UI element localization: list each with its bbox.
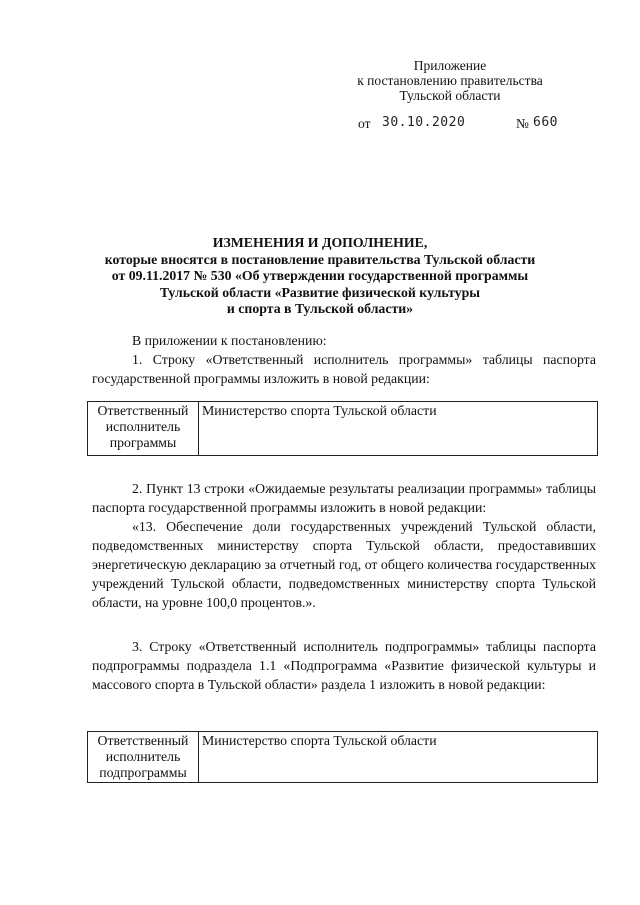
table-row	[88, 732, 598, 783]
title-line-5: и спорта в Тульской области»	[226, 301, 414, 316]
item-3-paragraph: 3. Строку «Ответственный исполнитель подпрограммы» таблицы паспорта подпрограммы подраздела 1.1 «Подпрограмма «Развитие физической культуры и массового спорта в Тульской области» раздела 1 изложить в новой редакции:	[92, 639, 596, 692]
header-line-1: Приложение	[413, 58, 487, 73]
decree-number: 660	[533, 115, 558, 130]
number-prefix: №	[516, 116, 529, 131]
item-2-paragraph: 2. Пункт 13 строки «Ожидаемые результаты реализации программы» таблицы паспорта государственной программы изложить в новой редакции:	[92, 481, 596, 515]
header-line-3: Тульской области	[399, 88, 501, 103]
decree-date: 30.10.2020	[382, 115, 466, 130]
item-1-paragraph: 1. Строку «Ответственный исполнитель программы» таблицы паспорта государственной программы изложить в новой редакции:	[92, 352, 596, 386]
intro-paragraph: В приложении к постановлению:	[132, 333, 327, 348]
title-line-2: которые вносятся в постановление правительства Тульской области	[104, 251, 536, 267]
table-label-cell: Ответственный исполнитель подпрограммы	[88, 732, 199, 783]
table-responsible-subprogram	[87, 731, 598, 783]
date-prefix: от	[358, 116, 371, 131]
item-2-quote: «13. Обеспечение доли государственных учреждений Тульской области, подведомственных министерству спорта Тульской области, предоставивших энергетическую декларацию за отчетный год, от общего количества государственных учреждений Тульской области, подведомственных министерству спорта Тульской области, на уровне 100,0 процентов.».	[92, 519, 596, 610]
table-responsible-program	[87, 401, 598, 456]
title-line-4: Тульской области «Развитие физической культуры	[159, 284, 481, 300]
title-line-1: ИЗМЕНЕНИЯ И ДОПОЛНЕНИЕ,	[212, 235, 428, 250]
document-title	[80, 235, 560, 318]
table-label-cell: Ответственный исполнитель программы	[88, 402, 199, 456]
table-row	[88, 402, 598, 456]
table-value-cell: Министерство спорта Тульской области	[199, 402, 598, 456]
title-line-3: от 09.11.2017 № 530 «Об утверждении государственной программы	[111, 268, 529, 283]
table-value-cell: Министерство спорта Тульской области	[199, 732, 598, 783]
header-line-2: к постановлению правительства	[357, 73, 543, 88]
attachment-header	[330, 58, 570, 103]
